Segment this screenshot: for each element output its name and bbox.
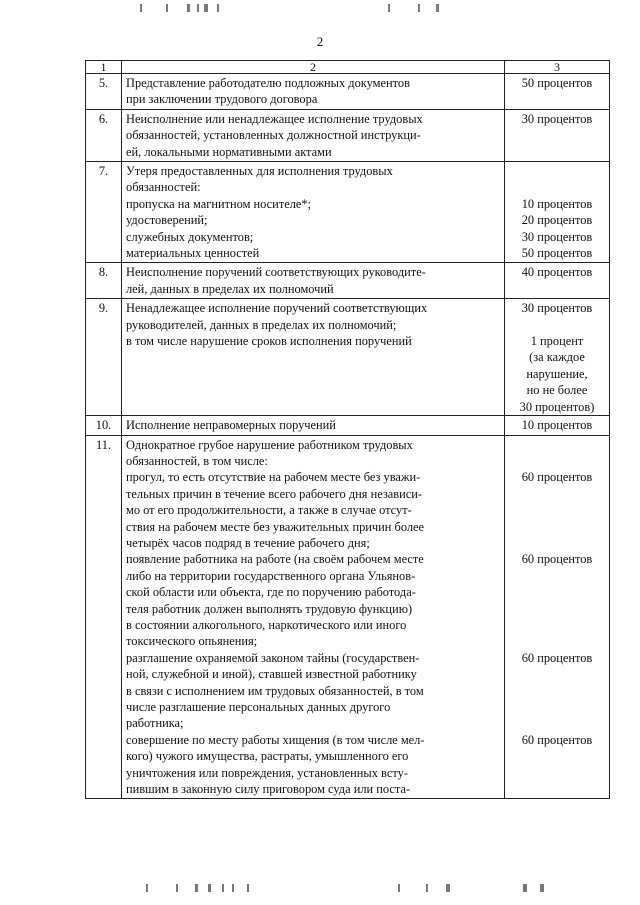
percent-line: 60 процентов [521,650,593,665]
percent-line [505,179,609,195]
description-line: Исполнение неправомерных поручений [126,418,336,433]
percent-line: 40 процентов [521,265,593,280]
reduction-percent [505,416,610,435]
description-line: при заключении трудового договора [126,92,318,107]
description-line: руководителей, данных в пределах их полномочий; [126,317,397,332]
row-number: 7. [86,162,122,263]
description-line: теля работник должен выполнять трудовую функцию) [126,601,413,616]
reduction-percent [505,162,610,263]
description-line: прогул, то есть отсутствие на рабочем месте без уважи- [126,470,421,485]
description-line: лей, данных в пределах их полномочий [126,281,334,296]
scan-marks-bottom [0,884,640,894]
percent-line [505,535,609,551]
percent-line: 50 процентов [521,246,593,261]
percent-line [505,617,609,633]
percent-line [505,682,609,698]
percent-line [505,715,609,731]
percent-line [505,633,609,649]
header-col-1: 1 [86,61,122,74]
table-header-row [86,61,610,74]
description-line: Однократное грубое нарушение работником трудовых [126,437,413,452]
table-row [86,435,610,799]
row-number: 10. [86,416,122,435]
row-number: 6. [86,109,122,161]
reduction-percent [505,263,610,299]
description-line: Представление работодателю подложных документов [126,76,410,90]
percent-line [505,568,609,584]
reduction-percent [505,299,610,416]
percent-line [505,486,609,502]
percent-line: (за каждое [529,350,585,365]
header-col-2: 2 [122,61,505,74]
description-line: обязанностей, установленных должностной инструкци- [126,128,421,143]
description-line: удостоверений; [126,213,208,228]
violation-description [122,435,505,799]
percent-line [505,584,609,600]
description-line: появление работника на работе (на своём рабочем месте [126,552,424,567]
scan-marks-top [0,4,640,14]
percent-line [505,666,609,682]
description-line: в том числе нарушение сроков исполнения поручений [126,334,412,349]
percent-line: но не более [526,383,588,398]
row-number: 9. [86,299,122,416]
percent-line: 1 процент [530,334,584,349]
percent-line: 30 процентов) [519,399,595,414]
description-line: либо на территории государственного органа Ульянов- [126,568,416,583]
description-line: обязанностей, в том числе: [126,453,268,468]
row-number: 5. [86,74,122,110]
description-line: ствия на рабочем месте без уважительных причин более [126,519,425,534]
percent-line: 10 процентов [521,418,593,433]
description-line: обязанностей: [126,180,201,195]
violation-description [122,109,505,161]
percent-line [505,518,609,534]
percent-line: 10 процентов [521,196,593,211]
row-number: 11. [86,435,122,799]
description-line: Неисполнение поручений соответствующих руководите- [126,265,426,280]
description-line: работника; [126,716,184,731]
description-line: тельных причин в течение всего рабочего дня независи- [126,486,423,501]
reduction-percent [505,435,610,799]
violation-description [122,299,505,416]
description-line: кого) чужого имущества, растраты, умышленного его [126,749,409,764]
description-line: Ненадлежащее исполнение поручений соответствующих [126,301,428,316]
violation-description [122,416,505,435]
percent-line [505,502,609,518]
description-line: четырёх часов подряд в течение рабочего дня; [126,535,370,550]
table-row [86,162,610,263]
description-line: пившим в законную силу приговором суда или поста- [126,782,411,797]
description-line: числе разглашение персональных данных другого [126,700,391,715]
table-row [86,74,610,110]
description-line: материальных ценностей [126,246,260,261]
percent-line [505,600,609,616]
violation-description [122,162,505,263]
percent-line: 60 процентов [521,552,593,567]
percent-line: 60 процентов [521,732,593,747]
penalty-table [85,60,610,799]
percent-line: нарушение, [526,366,588,381]
description-line: ей, локальными нормативными актами [126,144,332,159]
header-col-3: 3 [505,61,610,74]
table-row [86,263,610,299]
description-line: в связи с исполнением им трудовых обязанностей, в том [126,683,424,698]
percent-line: 20 процентов [521,213,593,228]
description-line: токсического опьянения; [126,634,258,649]
page-number: 2 [316,34,324,49]
violation-description [122,263,505,299]
description-line: пропуска на магнитном носителе*; [126,196,312,211]
percent-line [505,437,609,453]
percent-line: 30 процентов [521,111,593,126]
table-row [86,416,610,435]
percent-line [505,163,609,179]
table-row [86,109,610,161]
table-row [86,299,610,416]
description-line: в состоянии алкогольного, наркотического или иного [126,617,407,632]
description-line: разглашение охраняемой законом тайны (государствен- [126,650,420,665]
percent-line: 50 процентов [521,76,593,90]
reduction-percent [505,74,610,110]
description-line: совершение по месту работы хищения (в том числе мел- [126,732,425,747]
description-line: ской области или объекта, где по поручению работода- [126,585,416,600]
description-line: ной, служебной и иной), ставшей известной работнику [126,667,417,682]
description-line: Утеря предоставленных для исполнения трудовых [126,164,393,179]
percent-line [505,317,609,333]
description-line: служебных документов; [126,229,254,244]
description-line: мо от его продолжительности, а также в случае отсут- [126,503,412,518]
description-line: Неисполнение или ненадлежащее исполнение трудовых [126,111,423,126]
percent-line [505,699,609,715]
percent-line: 60 процентов [521,470,593,485]
row-number: 8. [86,263,122,299]
violation-description [122,74,505,110]
reduction-percent [505,109,610,161]
percent-line: 30 процентов [521,229,593,244]
description-line: уничтожения или повреждения, установленных всту- [126,765,408,780]
percent-line [505,453,609,469]
percent-line: 30 процентов [521,301,593,316]
